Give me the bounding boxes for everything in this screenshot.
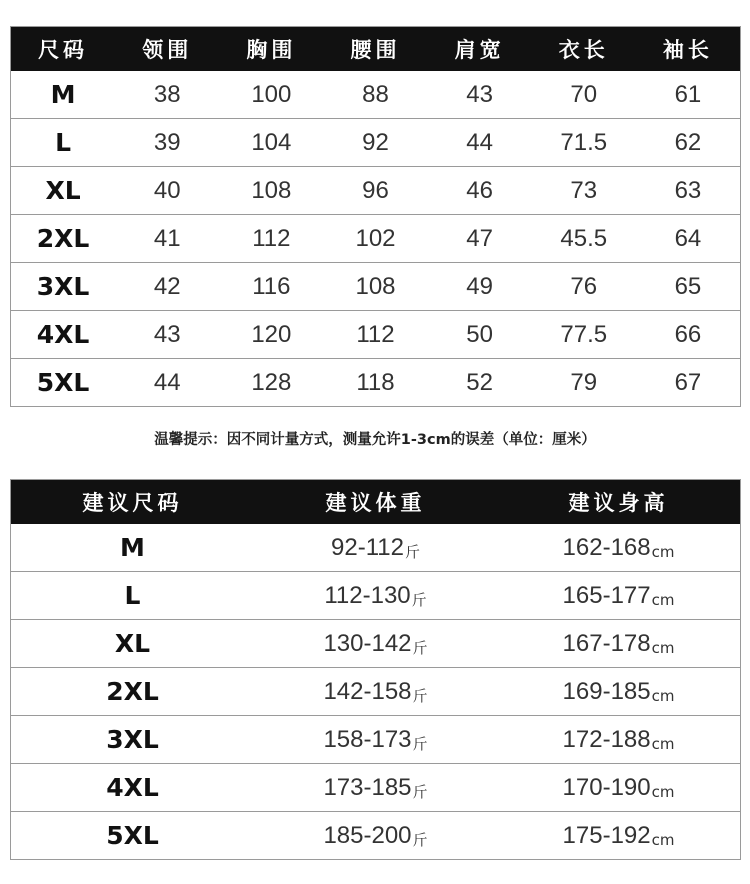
shoulder-cell: 49 [466, 272, 493, 300]
size-cell: L [124, 581, 141, 610]
weight-value: 130-142 [323, 629, 412, 657]
chest-cell: 104 [251, 128, 292, 156]
table-row [11, 214, 740, 262]
length-cell: 71.5 [560, 128, 608, 156]
size-cell: M [120, 533, 145, 562]
sleeve-cell: 63 [674, 176, 702, 204]
size-cell: 5XL [36, 368, 90, 397]
shoulder-cell: 47 [466, 224, 493, 252]
chest-cell: 120 [251, 320, 292, 348]
shoulder-cell: 43 [466, 80, 493, 108]
header-recommended-size: 建议尺码 [82, 491, 183, 515]
height-value: 172-188 [562, 725, 651, 753]
collar-cell: 38 [153, 80, 181, 108]
weight-cell [254, 716, 497, 763]
height-cell [497, 524, 740, 571]
header-size: 尺码 [38, 38, 89, 62]
table-row [11, 524, 740, 571]
collar-cell: 41 [153, 224, 181, 252]
sleeve-cell: 66 [674, 320, 702, 348]
height-value: 165-177 [562, 581, 651, 609]
rec-table-body [11, 524, 740, 859]
weight-value: 112-130 [324, 581, 411, 609]
height-unit: cm [651, 638, 675, 657]
weight-value: 92-112 [331, 533, 404, 561]
weight-unit: 斤 [412, 831, 428, 849]
size-cell: 2XL [106, 677, 159, 706]
height-value: 162-168 [562, 533, 651, 561]
waist-cell: 108 [355, 272, 396, 300]
size-cell: 3XL [36, 272, 90, 301]
size-cell: L [55, 128, 72, 157]
height-cell [497, 572, 740, 619]
shoulder-cell: 50 [466, 320, 493, 348]
height-unit: cm [651, 590, 675, 609]
size-table-header [11, 27, 740, 71]
collar-cell: 42 [153, 272, 181, 300]
weight-cell [254, 764, 497, 811]
length-cell: 77.5 [560, 320, 608, 348]
size-cell: XL [114, 629, 151, 658]
shoulder-cell: 52 [466, 368, 493, 396]
waist-cell: 96 [362, 176, 389, 204]
length-cell: 70 [570, 80, 598, 108]
length-cell: 76 [570, 272, 598, 300]
collar-cell: 39 [153, 128, 181, 156]
waist-cell: 112 [356, 320, 395, 348]
height-cell [497, 668, 740, 715]
header-recommended-height: 建议身高 [568, 491, 669, 515]
height-unit: cm [651, 734, 675, 753]
table-row [11, 811, 740, 859]
height-unit: cm [651, 830, 675, 849]
height-value: 167-178 [562, 629, 651, 657]
weight-unit: 斤 [412, 687, 428, 705]
table-row [11, 310, 740, 358]
height-cell [497, 812, 740, 859]
size-cell: XL [45, 176, 81, 205]
shoulder-cell: 46 [466, 176, 493, 204]
sleeve-cell: 67 [674, 368, 702, 396]
chest-cell: 100 [251, 80, 292, 108]
weight-unit: 斤 [404, 543, 420, 561]
height-unit: cm [651, 686, 675, 705]
size-recommendation-table [10, 479, 741, 860]
size-table-body [11, 71, 740, 406]
weight-value: 173-185 [323, 773, 412, 801]
collar-cell: 40 [153, 176, 181, 204]
table-row [11, 358, 740, 406]
size-cell: M [50, 80, 76, 109]
header-chest: 胸围 [246, 38, 297, 62]
table-row [11, 715, 740, 763]
sleeve-cell: 61 [674, 80, 702, 108]
size-measurement-table [10, 26, 741, 407]
header-sleeve: 袖长 [662, 38, 713, 62]
weight-cell [254, 620, 497, 667]
rec-table-header [11, 480, 740, 524]
length-cell: 45.5 [560, 224, 608, 252]
weight-unit: 斤 [411, 591, 427, 609]
chest-cell: 112 [252, 224, 291, 252]
size-cell: 2XL [36, 224, 90, 253]
table-row [11, 118, 740, 166]
height-unit: cm [651, 782, 675, 801]
sleeve-cell: 62 [674, 128, 702, 156]
length-cell: 79 [570, 368, 598, 396]
table-row [11, 262, 740, 310]
waist-cell: 102 [355, 224, 396, 252]
height-value: 169-185 [562, 677, 651, 705]
size-cell: 4XL [106, 773, 159, 802]
sleeve-cell: 64 [674, 224, 702, 252]
shoulder-cell: 44 [466, 128, 493, 156]
header-recommended-weight: 建议体重 [325, 491, 426, 515]
size-cell: 5XL [106, 821, 159, 850]
weight-unit: 斤 [412, 639, 428, 657]
table-row [11, 71, 740, 118]
table-row [11, 763, 740, 811]
height-unit: cm [651, 542, 675, 561]
height-cell [497, 716, 740, 763]
header-waist: 腰围 [350, 38, 401, 62]
table-row [11, 571, 740, 619]
sleeve-cell: 65 [674, 272, 702, 300]
header-shoulder: 肩宽 [454, 38, 505, 62]
height-value: 175-192 [562, 821, 651, 849]
weight-cell [254, 572, 497, 619]
weight-cell [254, 812, 497, 859]
weight-cell [254, 668, 497, 715]
weight-cell [254, 524, 497, 571]
length-cell: 73 [570, 176, 598, 204]
height-cell [497, 620, 740, 667]
waist-cell: 92 [362, 128, 389, 156]
height-value: 170-190 [562, 773, 651, 801]
chest-cell: 116 [252, 272, 291, 300]
measurement-note: 温馨提示：因不同计量方式，测量允许1-3cm的误差（单位：厘米） [154, 432, 596, 448]
table-row [11, 619, 740, 667]
header-length: 衣长 [558, 38, 609, 62]
chest-cell: 128 [251, 368, 292, 396]
weight-value: 158-173 [323, 725, 412, 753]
weight-value: 142-158 [323, 677, 412, 705]
weight-unit: 斤 [412, 783, 428, 801]
table-row [11, 667, 740, 715]
size-cell: 4XL [36, 320, 90, 349]
collar-cell: 44 [153, 368, 181, 396]
weight-unit: 斤 [412, 735, 428, 753]
waist-cell: 118 [356, 368, 395, 396]
waist-cell: 88 [362, 80, 389, 108]
collar-cell: 43 [153, 320, 181, 348]
table-row [11, 166, 740, 214]
size-cell: 3XL [106, 725, 159, 754]
header-collar: 领围 [142, 38, 193, 62]
chest-cell: 108 [251, 176, 292, 204]
height-cell [497, 764, 740, 811]
weight-value: 185-200 [323, 821, 412, 849]
